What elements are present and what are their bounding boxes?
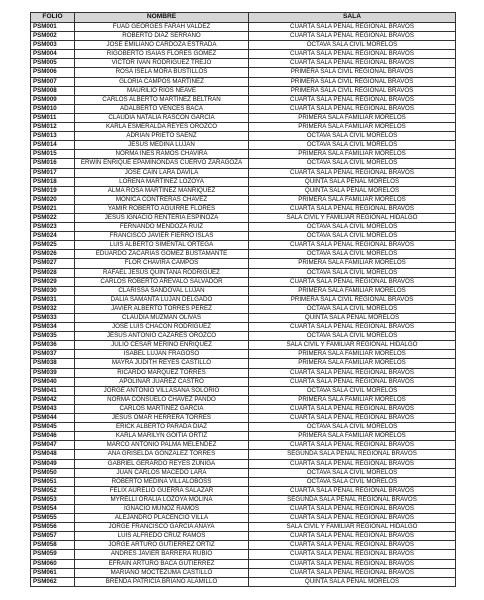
cell-sala: CUARTA SALA PENAL REGIONAL BRAVOS — [249, 404, 456, 413]
table-row — [31, 404, 456, 413]
cell-nombre: IGNACIO MUÑOZ RAMOS — [75, 504, 249, 513]
cell-sala: QUINTA SALA PENAL MORELOS — [249, 177, 456, 186]
cell-folio: PSM019 — [31, 186, 75, 195]
cell-folio: PSM020 — [31, 195, 75, 204]
cell-nombre: CARLOS ROBERTO AREVALO SALVADOR — [75, 277, 249, 286]
table-row — [31, 113, 456, 122]
cell-sala: PRIMERA SALA FAMILIAR MORELOS — [249, 150, 456, 159]
table-row — [31, 550, 456, 559]
cell-nombre: MAURILIO RIOS NEAVE — [75, 86, 249, 95]
cell-folio: PSM016 — [31, 159, 75, 168]
table-header-row — [31, 13, 456, 23]
cell-sala: QUINTA SALA PENAL MORELOS — [249, 314, 456, 323]
cell-folio: PSM029 — [31, 277, 75, 286]
cell-sala: OCTAVA SALA CIVIL MORELOS — [249, 332, 456, 341]
cell-folio: PSM033 — [31, 314, 75, 323]
cell-sala: CUARTA SALA PENAL REGIONAL BRAVOS — [249, 50, 456, 59]
cell-folio: PSM021 — [31, 204, 75, 213]
cell-sala: CUARTA SALA PENAL REGIONAL BRAVOS — [249, 323, 456, 332]
table-row — [31, 95, 456, 104]
cell-nombre: JAVIER ALBERTO TORRES PEREZ — [75, 304, 249, 313]
folio-table — [30, 12, 456, 587]
table-row — [31, 123, 456, 132]
cell-nombre: JUAN CARLOS MACEDO LARA — [75, 468, 249, 477]
table-row — [31, 50, 456, 59]
cell-sala: CUARTA SALA PENAL REGIONAL BRAVOS — [249, 59, 456, 68]
table-row — [31, 86, 456, 95]
table-row — [31, 132, 456, 141]
cell-nombre: VICTOR IVAN RODRIGUEZ TREJO — [75, 59, 249, 68]
cell-folio: PSM024 — [31, 232, 75, 241]
table-row — [31, 232, 456, 241]
table-body — [31, 23, 456, 587]
cell-nombre: JORGE ARTURO GUTIERREZ ORTIZ — [75, 541, 249, 550]
table-row — [31, 423, 456, 432]
cell-sala: OCTAVA SALA CIVIL MORELOS — [249, 250, 456, 259]
cell-nombre: ROBERTO DIAZ SERRANO — [75, 32, 249, 41]
cell-sala: OCTAVA SALA CIVIL MORELOS — [249, 423, 456, 432]
cell-folio: PSM027 — [31, 259, 75, 268]
cell-folio: PSM048 — [31, 450, 75, 459]
cell-folio: PSM014 — [31, 141, 75, 150]
cell-sala: OCTAVA SALA CIVIL MORELOS — [249, 159, 456, 168]
cell-nombre: MARIANO MOCTEZUMA CASTILLO — [75, 568, 249, 577]
cell-nombre: NORMA INÉS RAMOS CHAVIRA — [75, 150, 249, 159]
table-row — [31, 323, 456, 332]
table-row — [31, 223, 456, 232]
cell-folio: PSM036 — [31, 341, 75, 350]
cell-folio: PSM030 — [31, 286, 75, 295]
table-row — [31, 386, 456, 395]
cell-sala: SALA CIVIL Y FAMILIAR REGIONAL HIDALGO — [249, 523, 456, 532]
cell-nombre: JOSÉ CAIN LARA DAVILA — [75, 168, 249, 177]
cell-folio: PSM055 — [31, 514, 75, 523]
header-nombre: NOMBRE — [75, 13, 249, 23]
cell-nombre: RAFAEL JESUS QUINTANA RODRIGUEZ — [75, 268, 249, 277]
cell-sala: CUARTA SALA PENAL REGIONAL BRAVOS — [249, 459, 456, 468]
cell-folio: PSM043 — [31, 404, 75, 413]
cell-folio: PSM050 — [31, 468, 75, 477]
cell-nombre: LUIS ALBERTO SIMENTAL ORTEGA — [75, 241, 249, 250]
table-row — [31, 213, 456, 222]
table-row — [31, 559, 456, 568]
cell-folio: PSM052 — [31, 486, 75, 495]
cell-nombre: JOSE EMILIANO CARDOZA ESTRADA — [75, 41, 249, 50]
cell-nombre: JOSÉ LUIS CHACÓN RODRÍGUEZ — [75, 323, 249, 332]
document-page — [30, 12, 455, 587]
cell-folio: PSM004 — [31, 50, 75, 59]
cell-nombre: MARCO ANTONIO PALMA MELENDEZ — [75, 441, 249, 450]
table-row — [31, 277, 456, 286]
cell-folio: PSM007 — [31, 77, 75, 86]
cell-nombre: JORGE ANTONIO VILLASANA SOLORIO — [75, 386, 249, 395]
cell-folio: PSM009 — [31, 95, 75, 104]
cell-sala: SEGUNDA SALA PENAL REGIONAL BRAVOS — [249, 450, 456, 459]
cell-sala: CUARTA SALA PENAL REGIONAL BRAVOS — [249, 486, 456, 495]
cell-folio: PSM058 — [31, 541, 75, 550]
cell-sala: CUARTA SALA PENAL REGIONAL BRAVOS — [249, 168, 456, 177]
cell-sala: CUARTA SALA PENAL REGIONAL BRAVOS — [249, 504, 456, 513]
table-row — [31, 486, 456, 495]
cell-sala: PRIMERA SALA FAMILIAR MORELOS — [249, 395, 456, 404]
table-row — [31, 541, 456, 550]
table-row — [31, 468, 456, 477]
cell-sala: CUARTA SALA PENAL REGIONAL BRAVOS — [249, 532, 456, 541]
cell-nombre: JULIO CESAR MERINO ENRIQUEZ — [75, 341, 249, 350]
cell-nombre: ISABEL LUJAN FRAGOSO — [75, 350, 249, 359]
cell-nombre: EFRAIN ARTURO BACA GUTIERREZ — [75, 559, 249, 568]
cell-sala: PRIMERA SALA CIVIL REGIONAL BRAVOS — [249, 86, 456, 95]
table-row — [31, 77, 456, 86]
table-row — [31, 477, 456, 486]
cell-sala: OCTAVA SALA CIVIL MORELOS — [249, 223, 456, 232]
cell-folio: PSM008 — [31, 86, 75, 95]
cell-sala: CUARTA SALA PENAL REGIONAL BRAVOS — [249, 541, 456, 550]
cell-sala: CUARTA SALA PENAL REGIONAL BRAVOS — [249, 441, 456, 450]
cell-sala: PRIMERA SALA FAMILIAR MORELOS — [249, 123, 456, 132]
cell-nombre: JESUS MEDINA LUJAN — [75, 141, 249, 150]
cell-sala: CUARTA SALA PENAL REGIONAL BRAVOS — [249, 95, 456, 104]
cell-folio: PSM054 — [31, 504, 75, 513]
table-row — [31, 68, 456, 77]
cell-sala: OCTAVA SALA CIVIL MORELOS — [249, 477, 456, 486]
table-row — [31, 523, 456, 532]
cell-sala: QUINTA SALA PENAL MORELOS — [249, 186, 456, 195]
cell-nombre: LUIS ALFREDO CRUZ RAMOS — [75, 532, 249, 541]
table-row — [31, 514, 456, 523]
cell-folio: PSM057 — [31, 532, 75, 541]
cell-nombre: DALIA SAMANTA LUJAN DELGADO — [75, 295, 249, 304]
cell-sala: OCTAVA SALA CIVIL MORELOS — [249, 468, 456, 477]
table-row — [31, 259, 456, 268]
cell-sala: CUARTA SALA PENAL REGIONAL BRAVOS — [249, 550, 456, 559]
cell-nombre: ANDRES JAVIER BARRERA RUBIO — [75, 550, 249, 559]
cell-folio: PSM001 — [31, 23, 75, 32]
cell-sala: OCTAVA SALA CIVIL MORELOS — [249, 141, 456, 150]
cell-folio: PSM044 — [31, 414, 75, 423]
table-row — [31, 532, 456, 541]
cell-nombre: FERNANDO MENDOZA RUIZ — [75, 223, 249, 232]
cell-nombre: NORMA CONSUELO CHAVEZ PANDO — [75, 395, 249, 404]
cell-folio: PSM051 — [31, 477, 75, 486]
cell-sala: OCTAVA SALA CIVIL MORELOS — [249, 232, 456, 241]
cell-nombre: ALMA ROSA MARTÍNEZ MANRIQUEZ — [75, 186, 249, 195]
table-row — [31, 577, 456, 586]
cell-folio: PSM025 — [31, 241, 75, 250]
cell-folio: PSM040 — [31, 377, 75, 386]
cell-folio: PSM005 — [31, 59, 75, 68]
cell-nombre: APOLINAR JUAREZ CASTRO — [75, 377, 249, 386]
cell-sala: OCTAVA SALA CIVIL MORELOS — [249, 132, 456, 141]
cell-nombre: CLAUDIA MUZMAN OLIVAS — [75, 314, 249, 323]
table-row — [31, 41, 456, 50]
cell-nombre: CLAUDIA NATALIA RASCÓN GARCÍA — [75, 113, 249, 122]
cell-folio: PSM018 — [31, 177, 75, 186]
cell-folio: PSM059 — [31, 550, 75, 559]
table-row — [31, 168, 456, 177]
cell-nombre: RIGOBERTO ISAIAS FLORES GOMEZ — [75, 50, 249, 59]
cell-nombre: RICARDO MARQUEZ TORRES — [75, 368, 249, 377]
cell-nombre: LORENA MARTINEZ LOZOYA — [75, 177, 249, 186]
cell-folio: PSM031 — [31, 295, 75, 304]
table-row — [31, 23, 456, 32]
cell-nombre: GLORIA CAMPOS MARTINEZ — [75, 77, 249, 86]
cell-folio: PSM042 — [31, 395, 75, 404]
cell-folio: PSM037 — [31, 350, 75, 359]
cell-sala: CUARTA SALA PENAL REGIONAL BRAVOS — [249, 377, 456, 386]
cell-nombre: ROBERTO MEDINA VILLALOBOSS — [75, 477, 249, 486]
table-row — [31, 432, 456, 441]
table-row — [31, 159, 456, 168]
table-row — [31, 395, 456, 404]
cell-folio: PSM026 — [31, 250, 75, 259]
cell-nombre: MAYRA JUDITH REYES CASTILLO — [75, 359, 249, 368]
cell-nombre: JESUS ANTONIO CAZARES OROZCO — [75, 332, 249, 341]
cell-folio: PSM060 — [31, 559, 75, 568]
cell-folio: PSM046 — [31, 432, 75, 441]
cell-folio: PSM047 — [31, 441, 75, 450]
cell-sala: PRIMERA SALA FAMILIAR MORELOS — [249, 286, 456, 295]
table-row — [31, 177, 456, 186]
cell-nombre: ADRIAN PRIETO SAENZ — [75, 132, 249, 141]
cell-sala: CUARTA SALA PENAL REGIONAL BRAVOS — [249, 23, 456, 32]
cell-nombre: CLARISSA SANDOVAL LUJAN — [75, 286, 249, 295]
cell-sala: CUARTA SALA PENAL REGIONAL BRAVOS — [249, 104, 456, 113]
table-row — [31, 141, 456, 150]
cell-nombre: FLOR CHAVIRA CAMPOS — [75, 259, 249, 268]
cell-sala: OCTAVA SALA CIVIL MORELOS — [249, 268, 456, 277]
cell-folio: PSM013 — [31, 132, 75, 141]
cell-nombre: FUAD GEORGES FARAH VALDEZ — [75, 23, 249, 32]
cell-folio: PSM056 — [31, 523, 75, 532]
cell-nombre: YAMIR ROBERTO AGUIRRE FLORES — [75, 204, 249, 213]
table-row — [31, 59, 456, 68]
cell-folio: PSM010 — [31, 104, 75, 113]
table-row — [31, 504, 456, 513]
cell-sala: CUARTA SALA PENAL REGIONAL BRAVOS — [249, 414, 456, 423]
table-row — [31, 32, 456, 41]
table-row — [31, 377, 456, 386]
cell-sala: CUARTA SALA PENAL REGIONAL BRAVOS — [249, 277, 456, 286]
cell-nombre: ROSA ISELA MORA BUSTILLOS — [75, 68, 249, 77]
cell-folio: PSM012 — [31, 123, 75, 132]
cell-nombre: CARLOS MARTINEZ GARCIA — [75, 404, 249, 413]
table-row — [31, 195, 456, 204]
cell-nombre: ADALBERTO VENCES BACA — [75, 104, 249, 113]
cell-sala: OCTAVA SALA CIVIL MORELOS — [249, 41, 456, 50]
cell-folio: PSM034 — [31, 323, 75, 332]
table-row — [31, 441, 456, 450]
cell-folio: PSM006 — [31, 68, 75, 77]
table-row — [31, 341, 456, 350]
cell-folio: PSM028 — [31, 268, 75, 277]
cell-sala: PRIMERA SALA CIVIL REGIONAL BRAVOS — [249, 68, 456, 77]
cell-sala: CUARTA SALA PENAL REGIONAL BRAVOS — [249, 368, 456, 377]
cell-folio: PSM061 — [31, 568, 75, 577]
cell-folio: PSM023 — [31, 223, 75, 232]
cell-folio: PSM049 — [31, 459, 75, 468]
cell-sala: CUARTA SALA PENAL REGIONAL BRAVOS — [249, 559, 456, 568]
cell-folio: PSM015 — [31, 150, 75, 159]
cell-sala: PRIMERA SALA FAMILIAR MORELOS — [249, 113, 456, 122]
table-row — [31, 568, 456, 577]
cell-nombre: ERICK ALBERTO PARADA DÍAZ — [75, 423, 249, 432]
cell-nombre: BRENDA PATRICIA BRIANO ALAMILLO — [75, 577, 249, 586]
cell-folio: PSM045 — [31, 423, 75, 432]
header-folio: FOLIO — [31, 13, 75, 23]
cell-nombre: GABRIEL GERARDO REYES ZUÑIGA — [75, 459, 249, 468]
cell-folio: PSM011 — [31, 113, 75, 122]
table-row — [31, 295, 456, 304]
cell-nombre: KARLA MARILYN GOITIA ORTIZ — [75, 432, 249, 441]
cell-sala: PRIMERA SALA FAMILIAR MORELOS — [249, 359, 456, 368]
cell-sala: CUARTA SALA PENAL REGIONAL BRAVOS — [249, 204, 456, 213]
cell-nombre: JESUS OMAR HERRERA TORRES — [75, 414, 249, 423]
table-row — [31, 268, 456, 277]
cell-sala: PRIMERA SALA CIVIL REGIONAL BRAVOS — [249, 77, 456, 86]
table-row — [31, 368, 456, 377]
cell-sala: QUINTA SALA PENAL MORELOS — [249, 577, 456, 586]
cell-sala: CUARTA SALA PENAL REGIONAL BRAVOS — [249, 241, 456, 250]
cell-folio: PSM032 — [31, 304, 75, 313]
table-row — [31, 314, 456, 323]
cell-sala: PRIMERA SALA FAMILIAR MORELOS — [249, 195, 456, 204]
cell-nombre: MONICA CONTRERAS CHAVEZ — [75, 195, 249, 204]
table-row — [31, 241, 456, 250]
table-row — [31, 104, 456, 113]
table-row — [31, 286, 456, 295]
cell-nombre: FELIX AURELIO GUERRA SALAZAR — [75, 486, 249, 495]
table-row — [31, 459, 456, 468]
cell-sala: SEGUNDA SALA PENAL REGIONAL BRAVOS — [249, 495, 456, 504]
cell-nombre: JORGE FRANCISCO GARCIA ANAYA — [75, 523, 249, 532]
cell-nombre: ANA GRISELDA GONZALEZ TORRES — [75, 450, 249, 459]
table-row — [31, 359, 456, 368]
cell-folio: PSM038 — [31, 359, 75, 368]
cell-sala: PRIMERA SALA FAMILIAR MORELOS — [249, 432, 456, 441]
table-row — [31, 304, 456, 313]
cell-sala: CUARTA SALA PENAL REGIONAL BRAVOS — [249, 514, 456, 523]
table-row — [31, 414, 456, 423]
cell-folio: PSM017 — [31, 168, 75, 177]
cell-nombre: KARLA ESMERALDA REYES OROZCO — [75, 123, 249, 132]
cell-folio: PSM053 — [31, 495, 75, 504]
cell-sala: CUARTA SALA PENAL REGIONAL BRAVOS — [249, 32, 456, 41]
cell-sala: CUARTA SALA PENAL REGIONAL BRAVOS — [249, 568, 456, 577]
table-row — [31, 250, 456, 259]
cell-folio: PSM022 — [31, 213, 75, 222]
table-row — [31, 204, 456, 213]
cell-folio: PSM035 — [31, 332, 75, 341]
cell-nombre: ERWIN ENRIQUE EPAMINONDAS CUERVO ZARAGOZA — [75, 159, 249, 168]
table-row — [31, 150, 456, 159]
cell-folio: PSM039 — [31, 368, 75, 377]
cell-nombre: EDUARDO ZACARIAS GOMEZ BUSTAMANTE — [75, 250, 249, 259]
cell-sala: PRIMERA SALA CIVIL REGIONAL BRAVOS — [249, 295, 456, 304]
table-row — [31, 186, 456, 195]
table-row — [31, 350, 456, 359]
cell-nombre: FRANCISCO JAVIER FIERRO ISLAS — [75, 232, 249, 241]
cell-folio: PSM002 — [31, 32, 75, 41]
table-row — [31, 332, 456, 341]
cell-folio: PSM041 — [31, 386, 75, 395]
cell-sala: OCTAVA SALA CIVIL MORELOS — [249, 386, 456, 395]
cell-sala: PRIMERA SALA FAMILIAR MORELOS — [249, 350, 456, 359]
cell-sala: SALA CIVIL Y FAMILIAR REGIONAL HIDALGO — [249, 213, 456, 222]
cell-nombre: CARLOS ALBERTO MARTÍNEZ BELTRAN — [75, 95, 249, 104]
header-sala: SALA — [249, 13, 456, 23]
table-row — [31, 495, 456, 504]
cell-nombre: MYRELLI ORALIA LOZOYA MOLINA — [75, 495, 249, 504]
table-row — [31, 450, 456, 459]
cell-folio: PSM003 — [31, 41, 75, 50]
cell-sala: OCTAVA SALA CIVIL MORELOS — [249, 304, 456, 313]
cell-sala: PRIMERA SALA FAMILIAR MORELOS — [249, 259, 456, 268]
cell-nombre: JESUS IGNACIO RENTERIA ESPINOZA — [75, 213, 249, 222]
cell-sala: SALA CIVIL Y FAMILIAR REGIONAL HIDALGO — [249, 341, 456, 350]
cell-folio: PSM062 — [31, 577, 75, 586]
cell-nombre: ALEJANDRO PLACENCIO VILLA — [75, 514, 249, 523]
